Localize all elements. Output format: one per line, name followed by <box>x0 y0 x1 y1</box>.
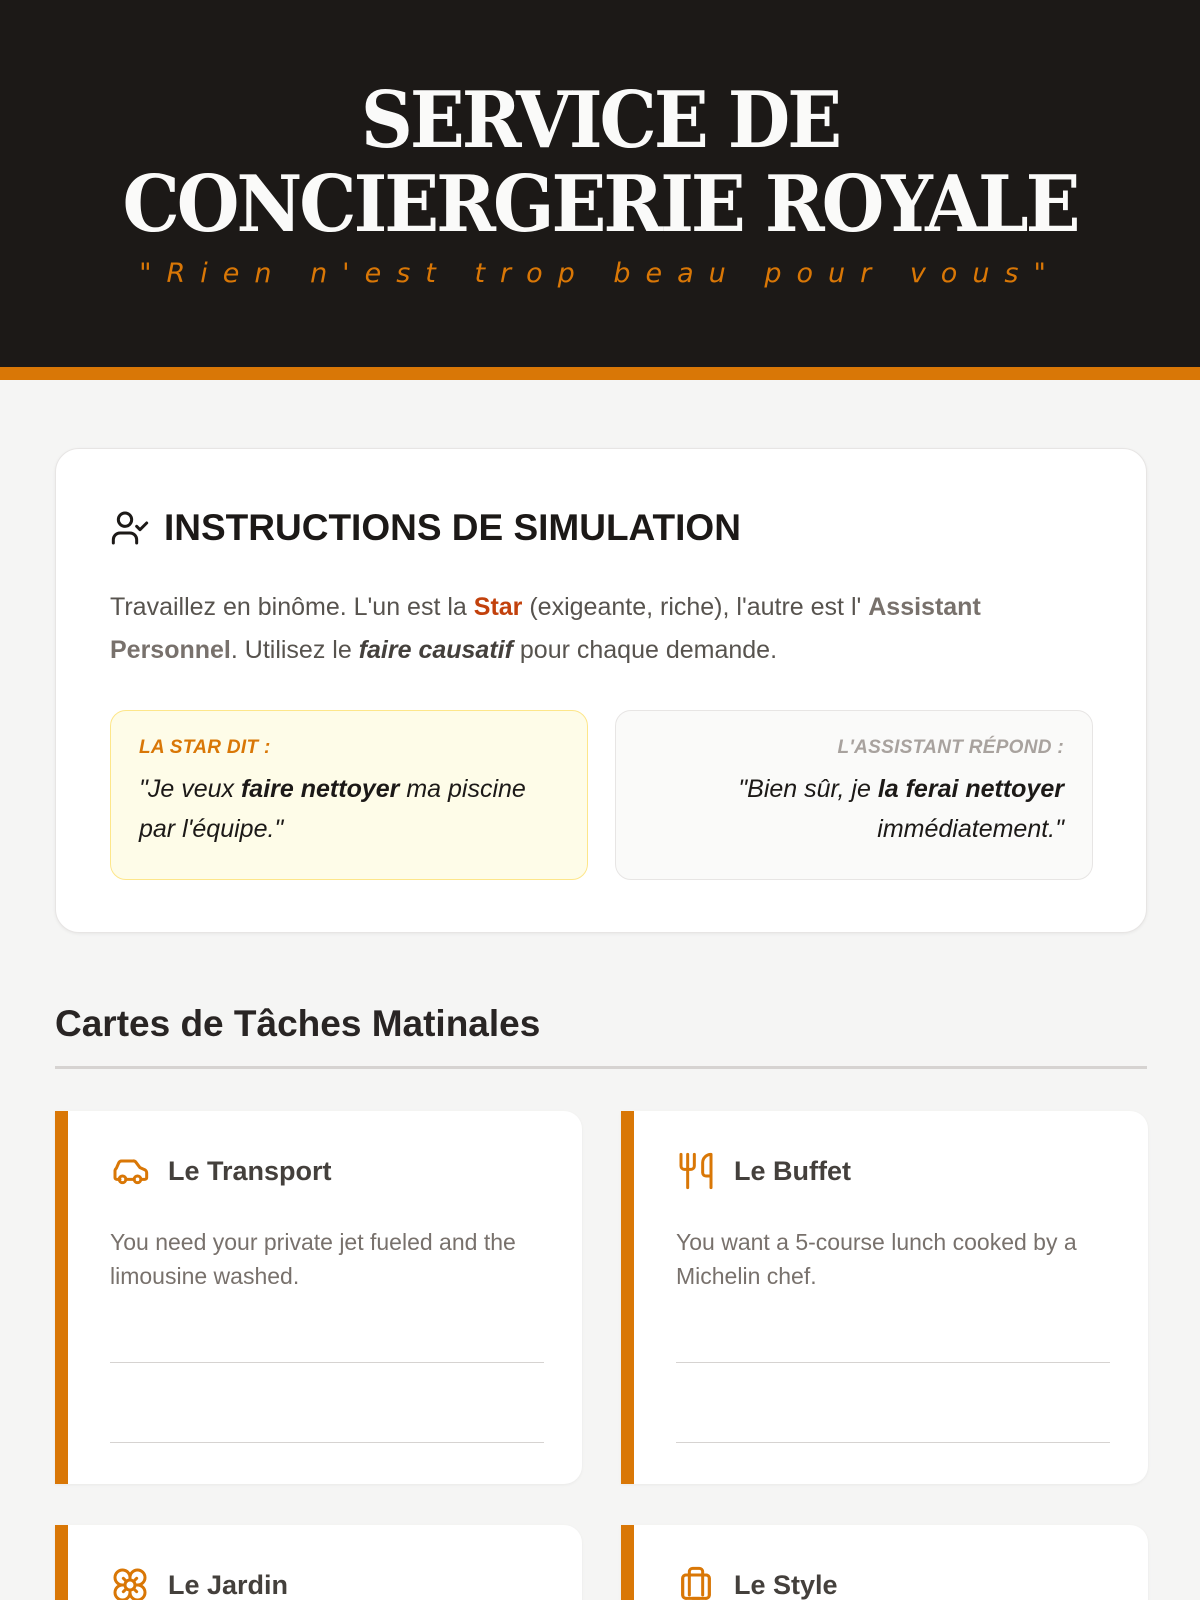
task-card-style <box>621 1525 1148 1600</box>
answer-line <box>676 1442 1110 1443</box>
instructions-card <box>55 448 1147 933</box>
task-header <box>110 1151 332 1191</box>
task-title: Le Transport <box>168 1155 332 1186</box>
task-description: You want a 5-course lunch cooked by a Michelin chef. <box>676 1229 1077 1289</box>
star-quote-part: ma piscine par l'équipe." <box>139 775 526 843</box>
task-title: Le Style <box>734 1569 838 1600</box>
assistant-bubble-text <box>644 769 1064 849</box>
answer-line <box>110 1442 544 1443</box>
hero-header <box>0 0 1200 380</box>
star-bubble-label: LA STAR DIT : <box>139 737 271 758</box>
task-header <box>676 1151 851 1191</box>
assistant-example-bubble <box>615 710 1093 880</box>
instructions-text-part: (exigeante, riche), l'autre est l' <box>522 593 869 621</box>
answer-line <box>110 1362 544 1363</box>
utensils-icon <box>676 1151 716 1191</box>
car-icon <box>110 1151 150 1191</box>
title-line-1: SERVICE DE <box>360 73 840 166</box>
star-quote-emphasis: faire nettoyer <box>240 775 400 803</box>
instructions-title: INSTRUCTIONS DE SIMULATION <box>164 507 741 548</box>
section-title: Cartes de Tâches Matinales <box>55 1003 541 1044</box>
task-card-buffet <box>621 1111 1148 1484</box>
assistant-quote-emphasis: la ferai nettoyer <box>877 775 1064 803</box>
tagline: "Rien n'est trop beau pour vous" <box>139 258 1061 289</box>
star-quote-part: "Je veux <box>139 775 241 803</box>
title-line-2: CONCIERGERIE ROYALE <box>122 157 1078 250</box>
assistant-quote-part: immédiatement." <box>877 815 1064 843</box>
answer-line <box>676 1362 1110 1363</box>
role-assistant: Assistant Personnel <box>110 593 981 664</box>
section-divider <box>55 1066 1147 1069</box>
star-bubble-text <box>139 769 559 849</box>
flower-icon <box>110 1565 150 1600</box>
task-header <box>110 1565 288 1600</box>
assistant-quote-part: "Bien sûr, je <box>738 775 878 803</box>
role-star: Star <box>473 593 523 621</box>
star-example-bubble <box>110 710 588 880</box>
task-title: Le Buffet <box>734 1155 851 1186</box>
assistant-bubble-label: L'ASSISTANT RÉPOND : <box>837 737 1064 758</box>
task-description: You need your private jet fueled and the limousine washed. <box>110 1229 516 1289</box>
user-check-icon <box>110 508 150 548</box>
page-title <box>0 73 1200 250</box>
grammar-term: faire causatif <box>358 636 513 664</box>
instructions-text-part: Travaillez en binôme. L'un est la <box>110 593 474 621</box>
instructions-text <box>110 586 1110 672</box>
task-card-transport <box>55 1111 582 1484</box>
task-header <box>676 1565 838 1600</box>
instructions-header <box>110 507 741 549</box>
instructions-text-part: . Utilisez le <box>230 636 359 664</box>
task-title: Le Jardin <box>168 1569 289 1600</box>
task-card-jardin <box>55 1525 582 1600</box>
briefcase-icon <box>676 1565 716 1600</box>
instructions-text-part: pour chaque demande. <box>512 636 778 664</box>
